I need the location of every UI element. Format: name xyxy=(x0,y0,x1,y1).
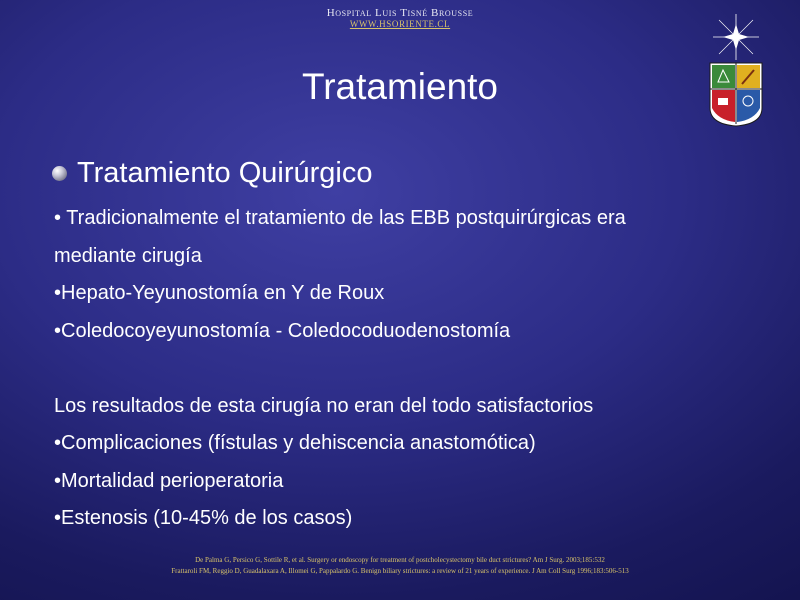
hospital-name: Hospital Luis Tisné Brousse xyxy=(326,7,474,19)
star-icon xyxy=(713,14,759,60)
section-heading-label: Tratamiento Quirúrgico xyxy=(77,157,373,189)
body-line: •Coledocoyeyunostomía - Coledocoduodenostomía xyxy=(54,319,511,342)
body-line: mediante cirugía xyxy=(54,244,202,267)
slide-title: Tratamiento xyxy=(301,66,499,107)
hospital-url-link[interactable]: WWW.HSORIENTE.CL xyxy=(349,19,451,29)
bullet-orb-icon xyxy=(52,166,67,181)
body-line: •Hepato-Yeyunostomía en Y de Roux xyxy=(54,282,385,304)
section-heading xyxy=(52,157,372,190)
slide-header xyxy=(0,7,800,29)
shield-icon xyxy=(710,63,762,126)
results-heading: Los resultados de esta cirugía no eran del todo satisfactorios xyxy=(54,394,594,417)
slide-body xyxy=(54,200,774,538)
reference-item: Frattaroli FM, Reggio D, Guadalaxara A, Illomei G, Pappalardo G. Benign biliary strictures: a review of 21 years of experience. J Am Coll Surg 1996;183:506-513 xyxy=(171,567,629,575)
results-item: •Mortalidad perioperatoria xyxy=(54,469,284,492)
reference-item: De Palma G, Persico G, Sottile R, et al. Surgery or endoscopy for treatment of postcholecystectomy bile duct strictures? Am J Surg. 2003;185:532 xyxy=(195,556,605,564)
university-crest-logo xyxy=(706,10,766,128)
line-spacer xyxy=(54,350,774,388)
body-line: • Tradicionalmente el tratamiento de las EBB postquirúrgicas era xyxy=(54,207,626,229)
references xyxy=(160,556,640,578)
results-item: •Complicaciones (fístulas y dehiscencia anastomótica) xyxy=(54,432,536,454)
results-item: •Estenosis (10-45% de los casos) xyxy=(54,507,353,529)
